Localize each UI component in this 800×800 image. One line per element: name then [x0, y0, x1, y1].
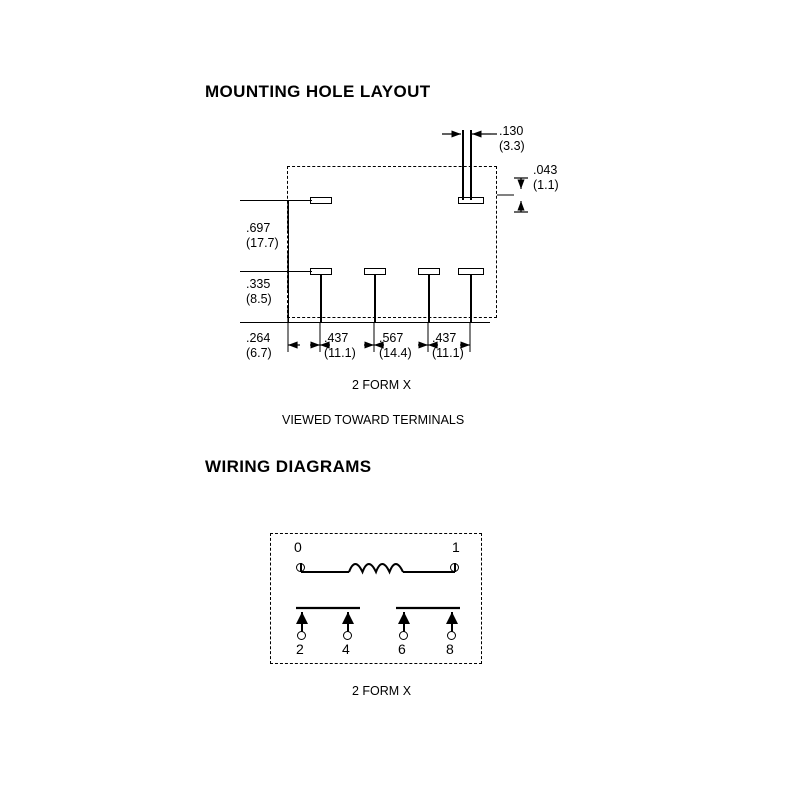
- page-title-wiring-diagrams: WIRING DIAGRAMS: [205, 457, 372, 476]
- dim-437-b-mm: (11.1): [432, 346, 464, 360]
- dim-697: [246, 221, 279, 251]
- dim-043-inch: .043: [533, 163, 558, 177]
- contact-terminal-4-dot: [343, 631, 352, 640]
- terminal-stem-top-right-inner: [462, 130, 464, 200]
- dim-567-inch: .567: [379, 331, 404, 345]
- dim-130-mm: (3.3): [499, 139, 525, 153]
- pin-label-1: 1: [452, 539, 460, 555]
- pin-label-0: 0: [294, 539, 302, 555]
- dim-130-inch: .130: [499, 124, 524, 138]
- pin-label-2: 2: [296, 641, 304, 657]
- dim-043-mm: (1.1): [533, 178, 559, 192]
- mounting-pad-row-2: [364, 268, 386, 275]
- extension-line-mid-left: [240, 271, 312, 272]
- dim-335-mm: (8.5): [246, 292, 272, 306]
- dim-264-mm: (6.7): [246, 346, 272, 360]
- pin-label-6: 6: [398, 641, 406, 657]
- terminal-stem-4: [470, 275, 472, 323]
- mounting-pad-row-4: [458, 268, 484, 275]
- dim-437-b-inch: .437: [432, 331, 457, 345]
- dim-ref-vertical-left: [288, 200, 289, 322]
- contact-terminal-2-dot: [297, 631, 306, 640]
- terminal-stem-3: [428, 275, 430, 323]
- dim-335-inch: .335: [246, 277, 271, 291]
- terminal-stem-1: [320, 275, 322, 323]
- extension-line-baseline: [240, 322, 490, 323]
- dim-043: [533, 163, 559, 193]
- contact-terminal-8-dot: [447, 631, 456, 640]
- relay-outline-dashed: [287, 166, 497, 318]
- dim-437-b: [432, 331, 464, 361]
- caption-form-wiring: 2 FORM X: [352, 684, 412, 698]
- pin-label-8: 8: [446, 641, 454, 657]
- coil-terminal-1-dot: [450, 563, 459, 572]
- mounting-pad-row-1: [310, 268, 332, 275]
- dim-437-a: [324, 331, 356, 361]
- dim-264-inch: .264: [246, 331, 271, 345]
- dim-567-mm: (14.4): [379, 346, 412, 360]
- dim-437-a-mm: (11.1): [324, 346, 356, 360]
- terminal-stem-2: [374, 275, 376, 323]
- pin-label-4: 4: [342, 641, 350, 657]
- caption-viewed-toward-terminals: VIEWED TOWARD TERMINALS: [282, 413, 465, 427]
- extension-line-top-left: [240, 200, 312, 201]
- dim-697-mm: (17.7): [246, 236, 279, 250]
- page-title-mounting-hole-layout: MOUNTING HOLE LAYOUT: [205, 82, 431, 101]
- coil-terminal-0-dot: [296, 563, 305, 572]
- dim-130: [499, 124, 525, 154]
- contact-terminal-6-dot: [399, 631, 408, 640]
- dim-567: [379, 331, 412, 361]
- mounting-pad-top-left: [310, 197, 332, 204]
- dim-264: [246, 331, 272, 361]
- terminal-stem-top-right: [470, 130, 472, 200]
- dim-437-a-inch: .437: [324, 331, 349, 345]
- dim-335: [246, 277, 272, 307]
- dim-697-inch: .697: [246, 221, 271, 235]
- caption-form-mounting: 2 FORM X: [352, 378, 412, 392]
- mounting-pad-row-3: [418, 268, 440, 275]
